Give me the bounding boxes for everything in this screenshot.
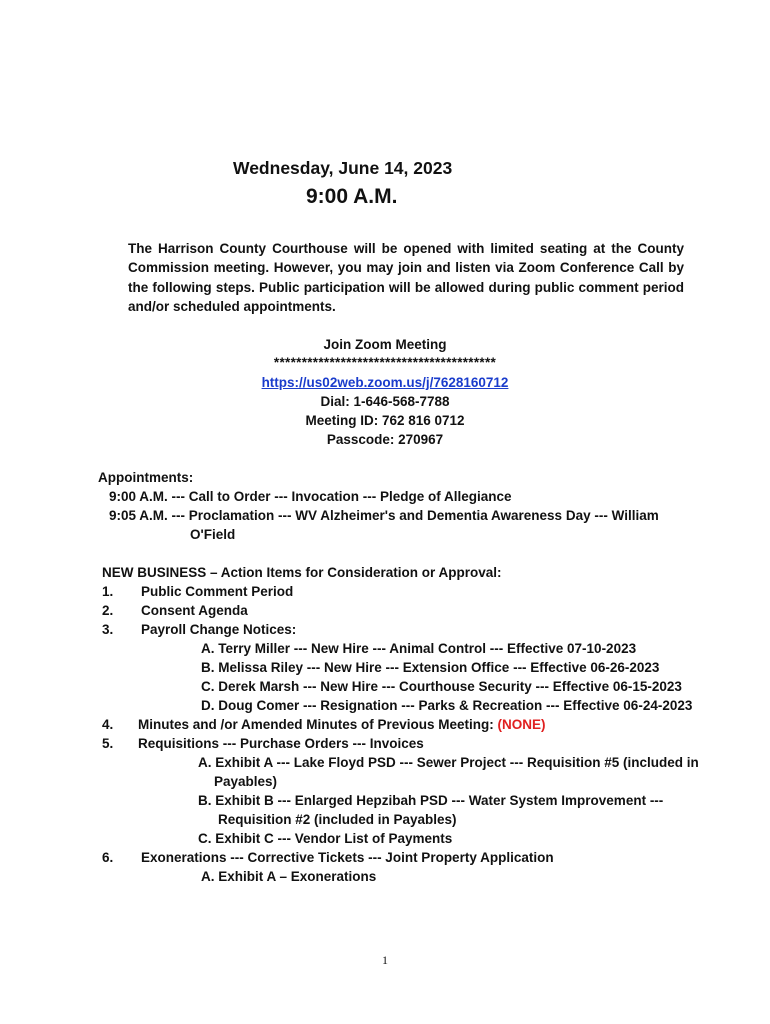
requisition-exhibit: B. Exhibit B --- Enlarged Hepzibah PSD --- Water System Improvement --- — [198, 793, 664, 808]
item-number: 4. — [102, 717, 114, 732]
page-number: 1 — [382, 953, 388, 967]
item-number: 3. — [102, 622, 114, 637]
new-business-heading: NEW BUSINESS – Action Items for Consideration or Approval: — [102, 565, 502, 580]
zoom-link[interactable]: https://us02web.zoom.us/j/7628160712 — [261, 375, 509, 390]
meeting-time: 9:00 A.M. — [306, 185, 398, 208]
payroll-notice: C. Derek Marsh --- New Hire --- Courthouse Security --- Effective 06-15-2023 — [201, 679, 682, 694]
zoom-dial: Dial: 1-646-568-7788 — [320, 394, 450, 409]
appointment-item: 9:00 A.M. --- Call to Order --- Invocation --- Pledge of Allegiance — [109, 489, 512, 504]
item-number: 5. — [102, 736, 114, 751]
agenda-item: Requisitions --- Purchase Orders --- Invoices — [138, 736, 424, 751]
appointment-item-continued: O'Field — [190, 527, 236, 542]
agenda-item: Consent Agenda — [141, 603, 248, 618]
requisition-exhibit: A. Exhibit A --- Lake Floyd PSD --- Sewer Project --- Requisition #5 (included in — [198, 755, 699, 770]
agenda-item — [138, 715, 546, 734]
intro-paragraph: The Harrison County Courthouse will be opened with limited seating at the County Commission meeting. However, you may join and listen via Zoom Conference Call by the following steps. Public participation will be allowed during public comment period and/or scheduled appointments. — [128, 241, 684, 314]
agenda-item: Public Comment Period — [141, 584, 294, 599]
item-number: 6. — [102, 850, 114, 865]
requisition-exhibit: C. Exhibit C --- Vendor List of Payments — [198, 831, 453, 846]
agenda-item: Exonerations --- Corrective Tickets --- Joint Property Application — [141, 850, 554, 865]
exoneration-exhibit: A. Exhibit A – Exonerations — [201, 869, 377, 884]
meeting-date: Wednesday, June 14, 2023 — [233, 158, 453, 178]
agenda-item: Payroll Change Notices: — [141, 622, 297, 637]
appointment-item: 9:05 A.M. --- Proclamation --- WV Alzheimer's and Dementia Awareness Day --- William — [109, 508, 659, 523]
zoom-meeting-id: Meeting ID: 762 816 0712 — [305, 413, 465, 428]
zoom-title: Join Zoom Meeting — [323, 337, 447, 352]
payroll-notice: A. Terry Miller --- New Hire --- Animal Control --- Effective 07-10-2023 — [201, 641, 637, 656]
payroll-notice: B. Melissa Riley --- New Hire --- Extension Office --- Effective 06-26-2023 — [201, 660, 660, 675]
requisition-exhibit-continued: Requisition #2 (included in Payables) — [218, 812, 457, 827]
payroll-notice: D. Doug Comer --- Resignation --- Parks & Recreation --- Effective 06-24-2023 — [201, 698, 693, 713]
zoom-passcode: Passcode: 270967 — [326, 432, 444, 447]
item-number: 1. — [102, 584, 114, 599]
requisition-exhibit-continued: Payables) — [214, 774, 278, 789]
item-number: 2. — [102, 603, 114, 618]
zoom-separator: **************************************** — [273, 355, 497, 370]
appointments-heading: Appointments: — [98, 470, 194, 485]
none-highlight: (NONE) — [497, 717, 546, 732]
agenda-item-text: Minutes and /or Amended Minutes of Previous Meeting: — [138, 717, 498, 732]
